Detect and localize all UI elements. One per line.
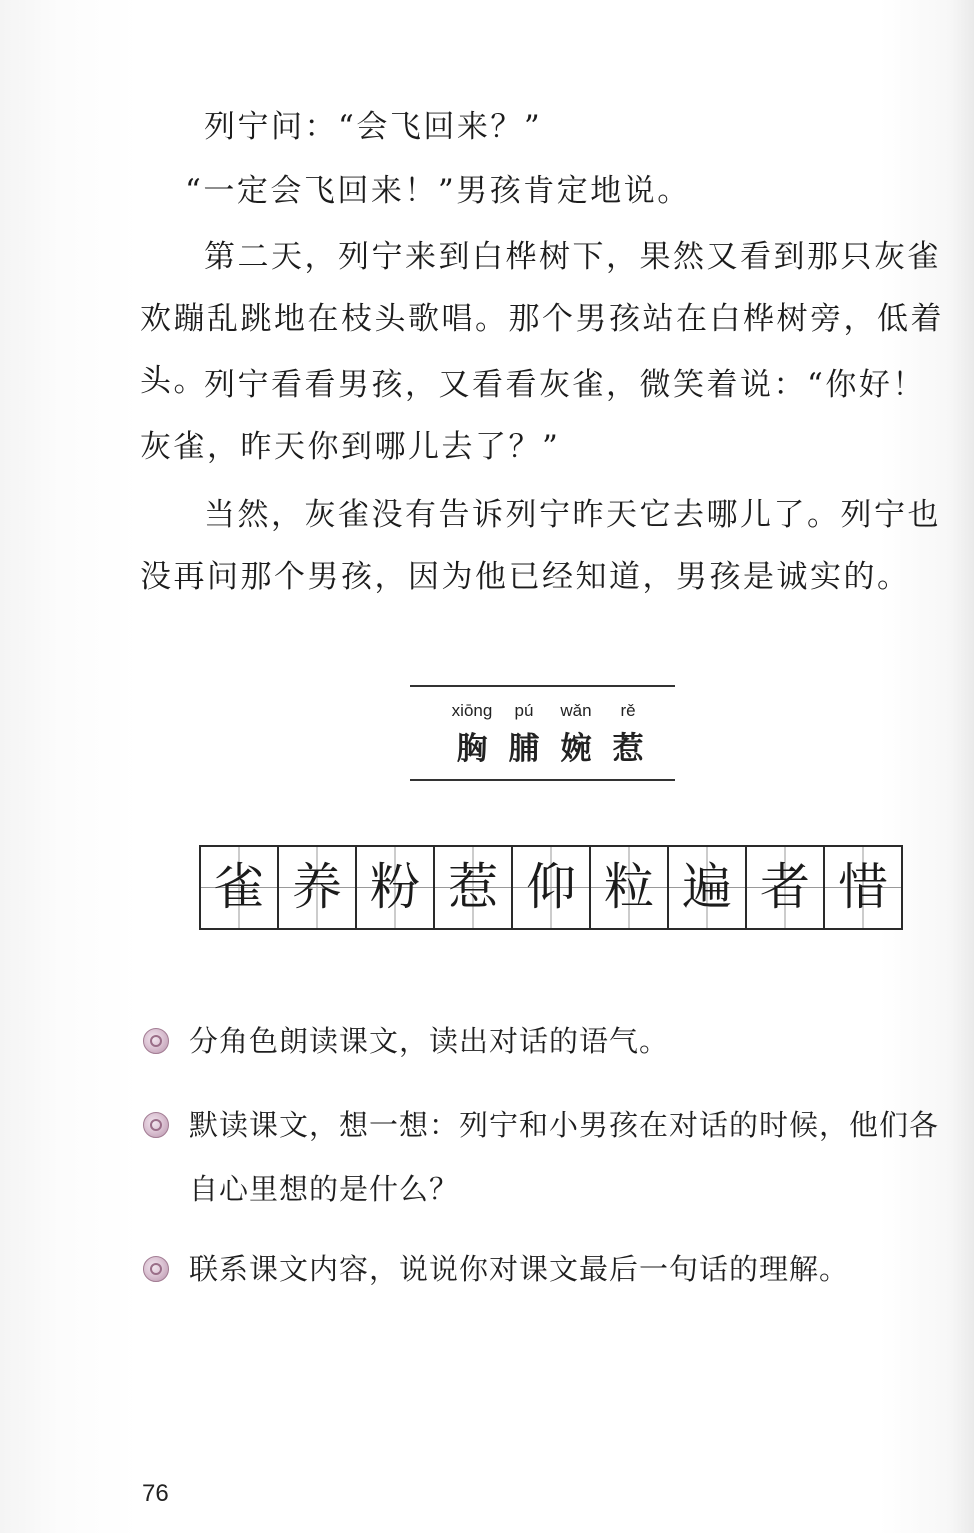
grid-cell	[669, 847, 747, 928]
exercise-text: 联系课文内容，说说你对课文最后一句话的理解。	[189, 1252, 850, 1286]
exercise-item	[143, 1009, 958, 1073]
pinyin: xiōng	[451, 701, 493, 720]
hanzi-row	[446, 723, 654, 768]
grid-cell	[825, 847, 901, 928]
exercise-text: 默读课文，想一想：列宁和小男孩在对话的时候，他们各自心里想的是什么？	[189, 1108, 940, 1206]
page-number: 76	[142, 1480, 169, 1507]
circle-bullet-icon	[143, 1256, 169, 1282]
grid-character: 惹	[448, 858, 498, 916]
exercise-text: 分角色朗读课文，读出对话的语气。	[189, 1024, 670, 1058]
grid-cell	[435, 847, 513, 928]
grid-character: 惜	[838, 858, 888, 916]
character-writing-grid	[199, 845, 903, 930]
pinyin: rě	[620, 701, 636, 720]
grid-cell	[279, 847, 357, 928]
exercise-item	[143, 1093, 958, 1221]
grid-character: 粒	[604, 858, 654, 916]
grid-character: 仰	[526, 858, 576, 916]
grid-character: 粉	[370, 858, 420, 916]
pinyin: wǎn	[560, 701, 592, 720]
grid-character: 遍	[682, 858, 732, 916]
vocabulary-box	[410, 685, 675, 781]
grid-character: 者	[760, 858, 810, 916]
grid-character: 养	[292, 858, 342, 916]
story-paragraph: 第二天，列宁来到白桦树下，果然又看到那只灰雀欢蹦乱跳地在枝头歌唱。那个男孩站在白桦树旁，低着头。	[140, 239, 944, 399]
hanzi: 脯	[508, 731, 540, 767]
divider	[410, 685, 675, 687]
exercise-item	[143, 1237, 958, 1301]
grid-cell	[357, 847, 435, 928]
pinyin: pú	[514, 701, 534, 720]
hanzi: 婉	[560, 731, 592, 767]
grid-character: 雀	[214, 858, 264, 916]
story-paragraph: 列宁看看男孩，又看看灰雀，微笑着说：“你好！灰雀，昨天你到哪儿去了？”	[140, 367, 926, 465]
hanzi: 惹	[612, 731, 644, 767]
grid-cell	[201, 847, 279, 928]
grid-cell	[591, 847, 669, 928]
divider	[410, 779, 675, 781]
pinyin-row	[446, 701, 654, 721]
grid-cell	[513, 847, 591, 928]
story-paragraph: 列宁问：“会飞回来？”	[204, 109, 543, 145]
story-paragraph: 当然，灰雀没有告诉列宁昨天它去哪儿了。列宁也没再问那个男孩，因为他已经知道，男孩是诚实的。	[140, 497, 941, 595]
grid-cell	[747, 847, 825, 928]
circle-bullet-icon	[143, 1028, 169, 1054]
story-paragraph: “一定会飞回来！”男孩肯定地说。	[185, 173, 691, 209]
hanzi: 胸	[456, 731, 488, 767]
circle-bullet-icon	[143, 1112, 169, 1138]
